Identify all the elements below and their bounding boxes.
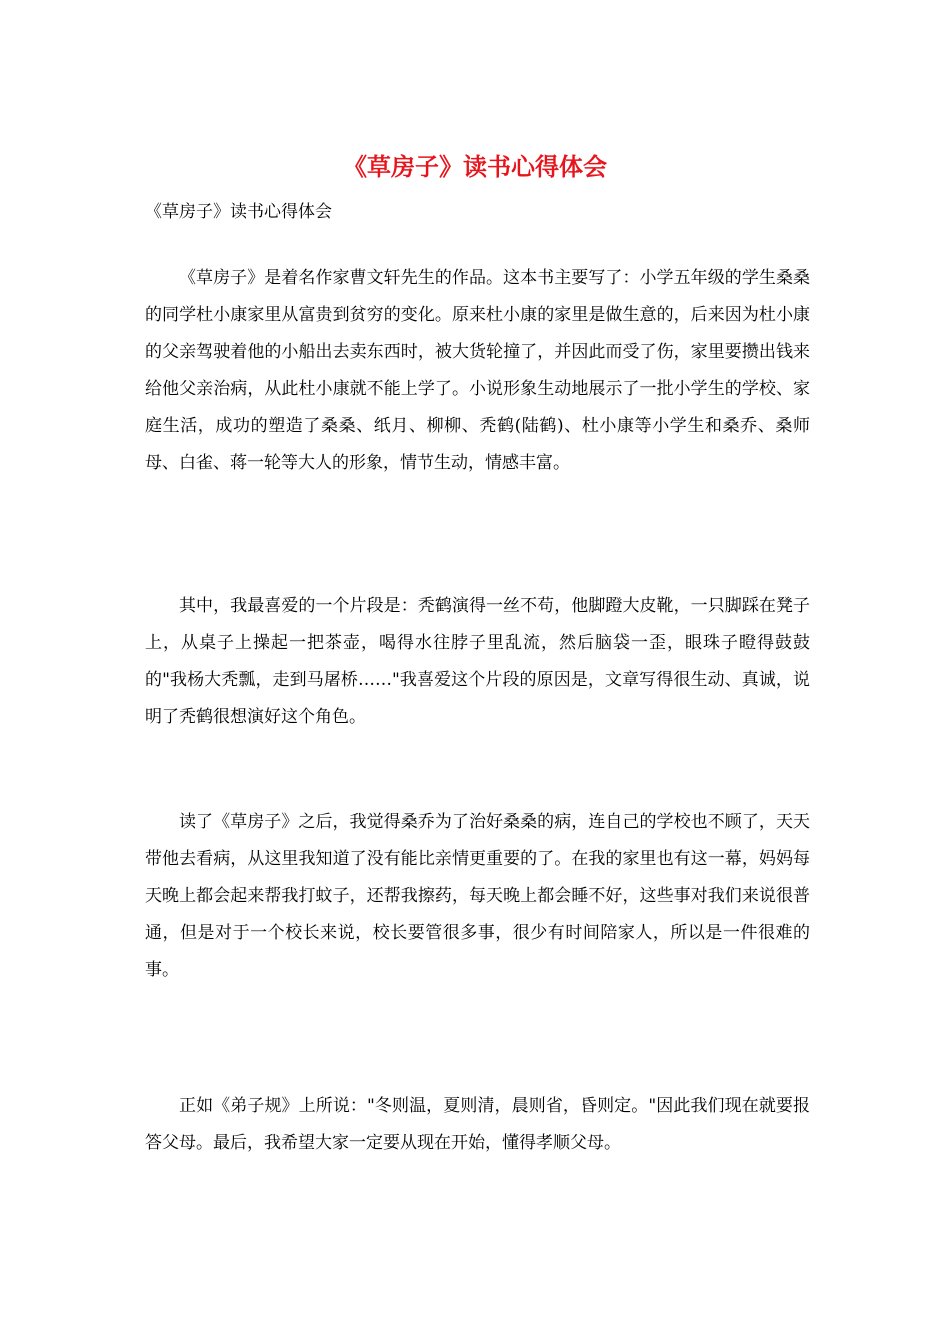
paragraph-4: 正如《弟子规》上所说："冬则温，夏则清，晨则省，昏则定。"因此我们现在就要报答父母。最后，我希望大家一定要从现在开始，懂得孝顺父母。 xyxy=(145,1096,810,1153)
paragraph-2: 其中，我最喜爱的一个片段是：秃鹤演得一丝不苟，他脚蹬大皮靴，一只脚踩在凳子上，从桌子上操起一把茶壶，喝得水往脖子里乱流，然后脑袋一歪，眼珠子瞪得鼓鼓的"我杨大秃瓢，走到马屠桥……"我喜爱这个片段的原因是，文章写得很生动、真诚，说明了秃鹤很想演好这个角色。 xyxy=(145,596,810,727)
paragraph-1: 《草房子》是着名作家曹文轩先生的作品。这本书主要写了：小学五年级的学生桑桑的同学杜小康家里从富贵到贫穷的变化。原来杜小康的家里是做生意的，后来因为杜小康的父亲驾驶着他的小船出去卖东西时，被大货轮撞了，并因此而受了伤，家里要攒出钱来给他父亲治病，从此杜小康就不能上学了。小说形象生动地展示了一批小学生的学校、家庭生活，成功的塑造了桑桑、纸月、柳柳、秃鹤(陆鹤)、杜小康等小学生和桑乔、桑师母、白雀、蒋一轮等大人的形象，情节生动，情感丰富。 xyxy=(145,268,810,473)
document-title: 《草房子》读书心得体会 xyxy=(343,152,607,181)
paragraph-3: 读了《草房子》之后，我觉得桑乔为了治好桑桑的病，连自己的学校也不顾了，天天带他去看病，从这里我知道了没有能比亲情更重要的了。在我的家里也有这一幕，妈妈每天晚上都会起来帮我打蚊子，还帮我擦药，每天晚上都会睡不好，这些事对我们来说很普通，但是对于一个校长来说，校长要管很多事，很少有时间陪家人，所以是一件很难的事。 xyxy=(145,812,810,980)
document-subtitle: 《草房子》读书心得体会 xyxy=(145,202,332,222)
